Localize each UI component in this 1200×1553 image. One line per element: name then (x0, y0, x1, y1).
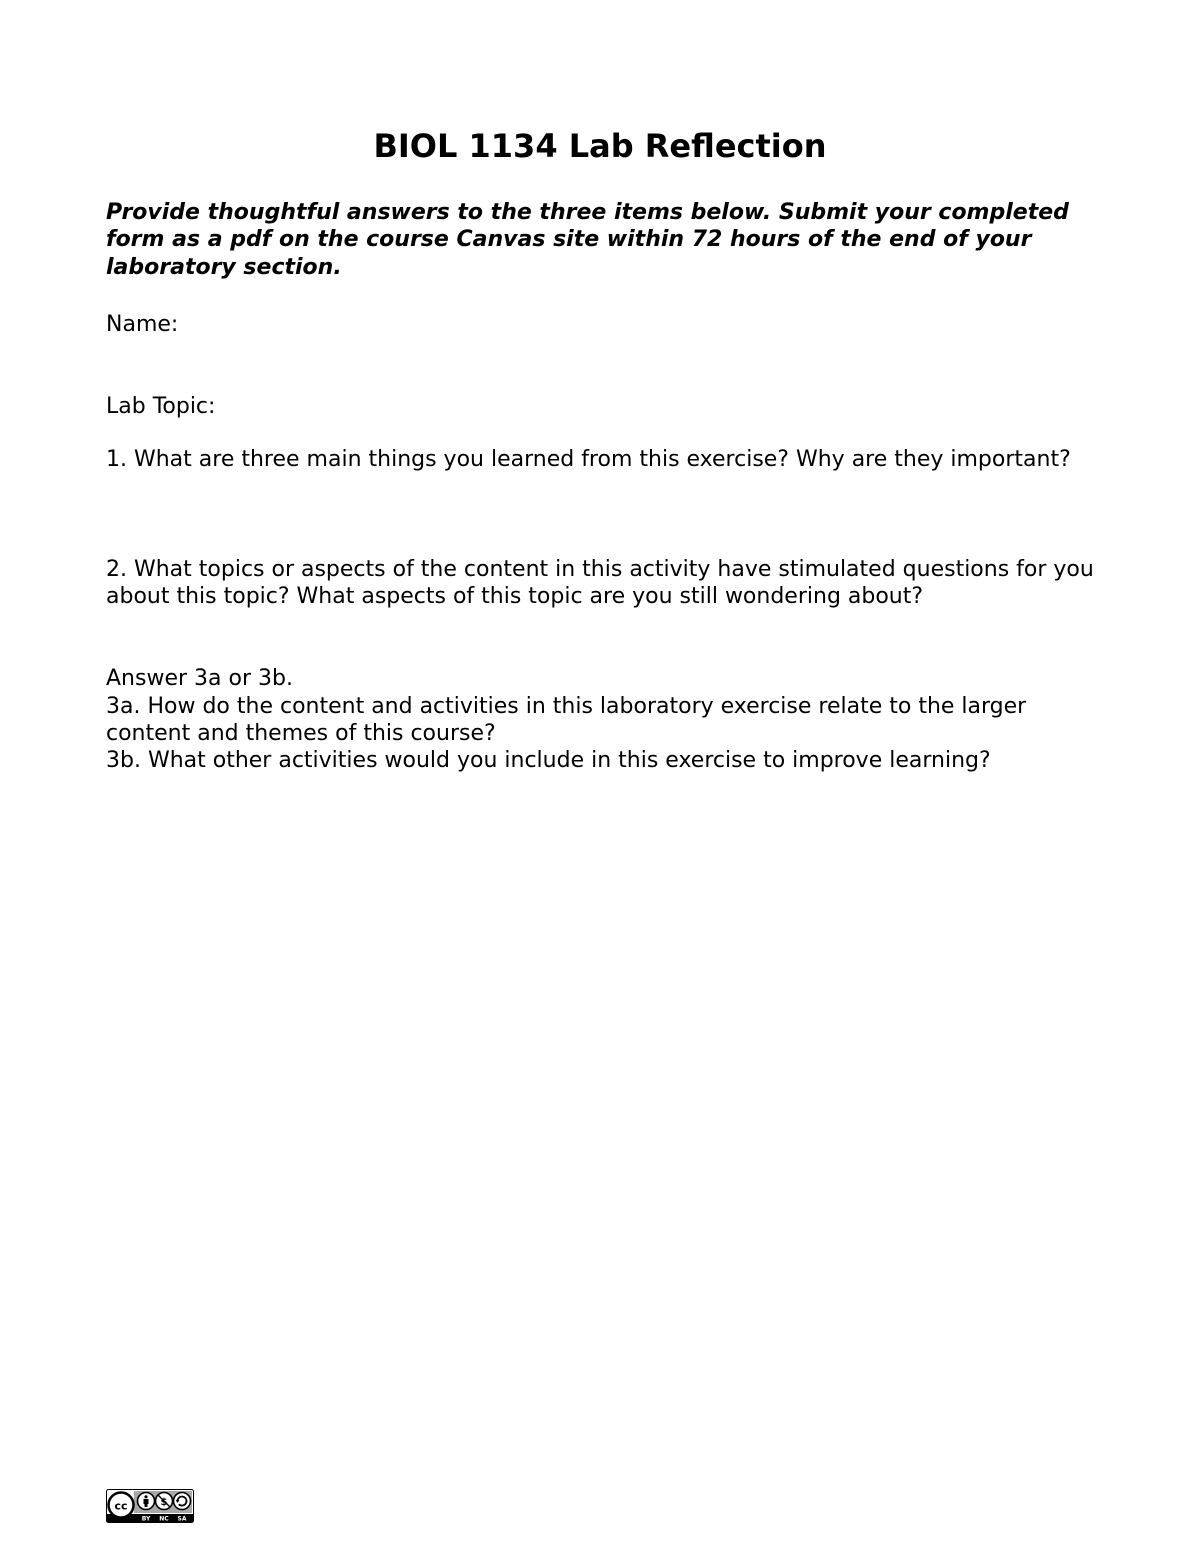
question-3-intro: Answer 3a or 3b. (106, 666, 293, 691)
name-label: Name: (106, 312, 179, 337)
cc-text: cc (114, 1499, 128, 1513)
license-nc-label: NC (159, 1515, 169, 1523)
svg-text:$: $ (160, 1497, 168, 1508)
question-2: 2. What topics or aspects of the content in this activity have stimulated questions for you about this topic? What aspects of this topic are you still wondering about? (106, 557, 1094, 610)
instructions-text: Provide thoughtful answers to the three items below. Submit your completed form as a pdf on the course Canvas site within 72 hours of the end of your laboratory section. (106, 200, 1069, 280)
question-3b: 3b. What other activities would you include in this exercise to improve learning? (106, 748, 991, 773)
license-sa-label: SA (177, 1515, 187, 1523)
question-1: 1. What are three main things you learned from this exercise? Why are they important? (106, 447, 1071, 472)
page-title: BIOL 1134 Lab Reflection (373, 127, 827, 165)
license-by-label: BY (141, 1515, 151, 1523)
lab-topic-label: Lab Topic: (106, 394, 216, 419)
question-3a: 3a. How do the content and activities in this laboratory exercise relate to the larger content and themes of this course? (106, 694, 1027, 747)
creative-commons-by-nc-sa-icon (106, 1489, 194, 1523)
